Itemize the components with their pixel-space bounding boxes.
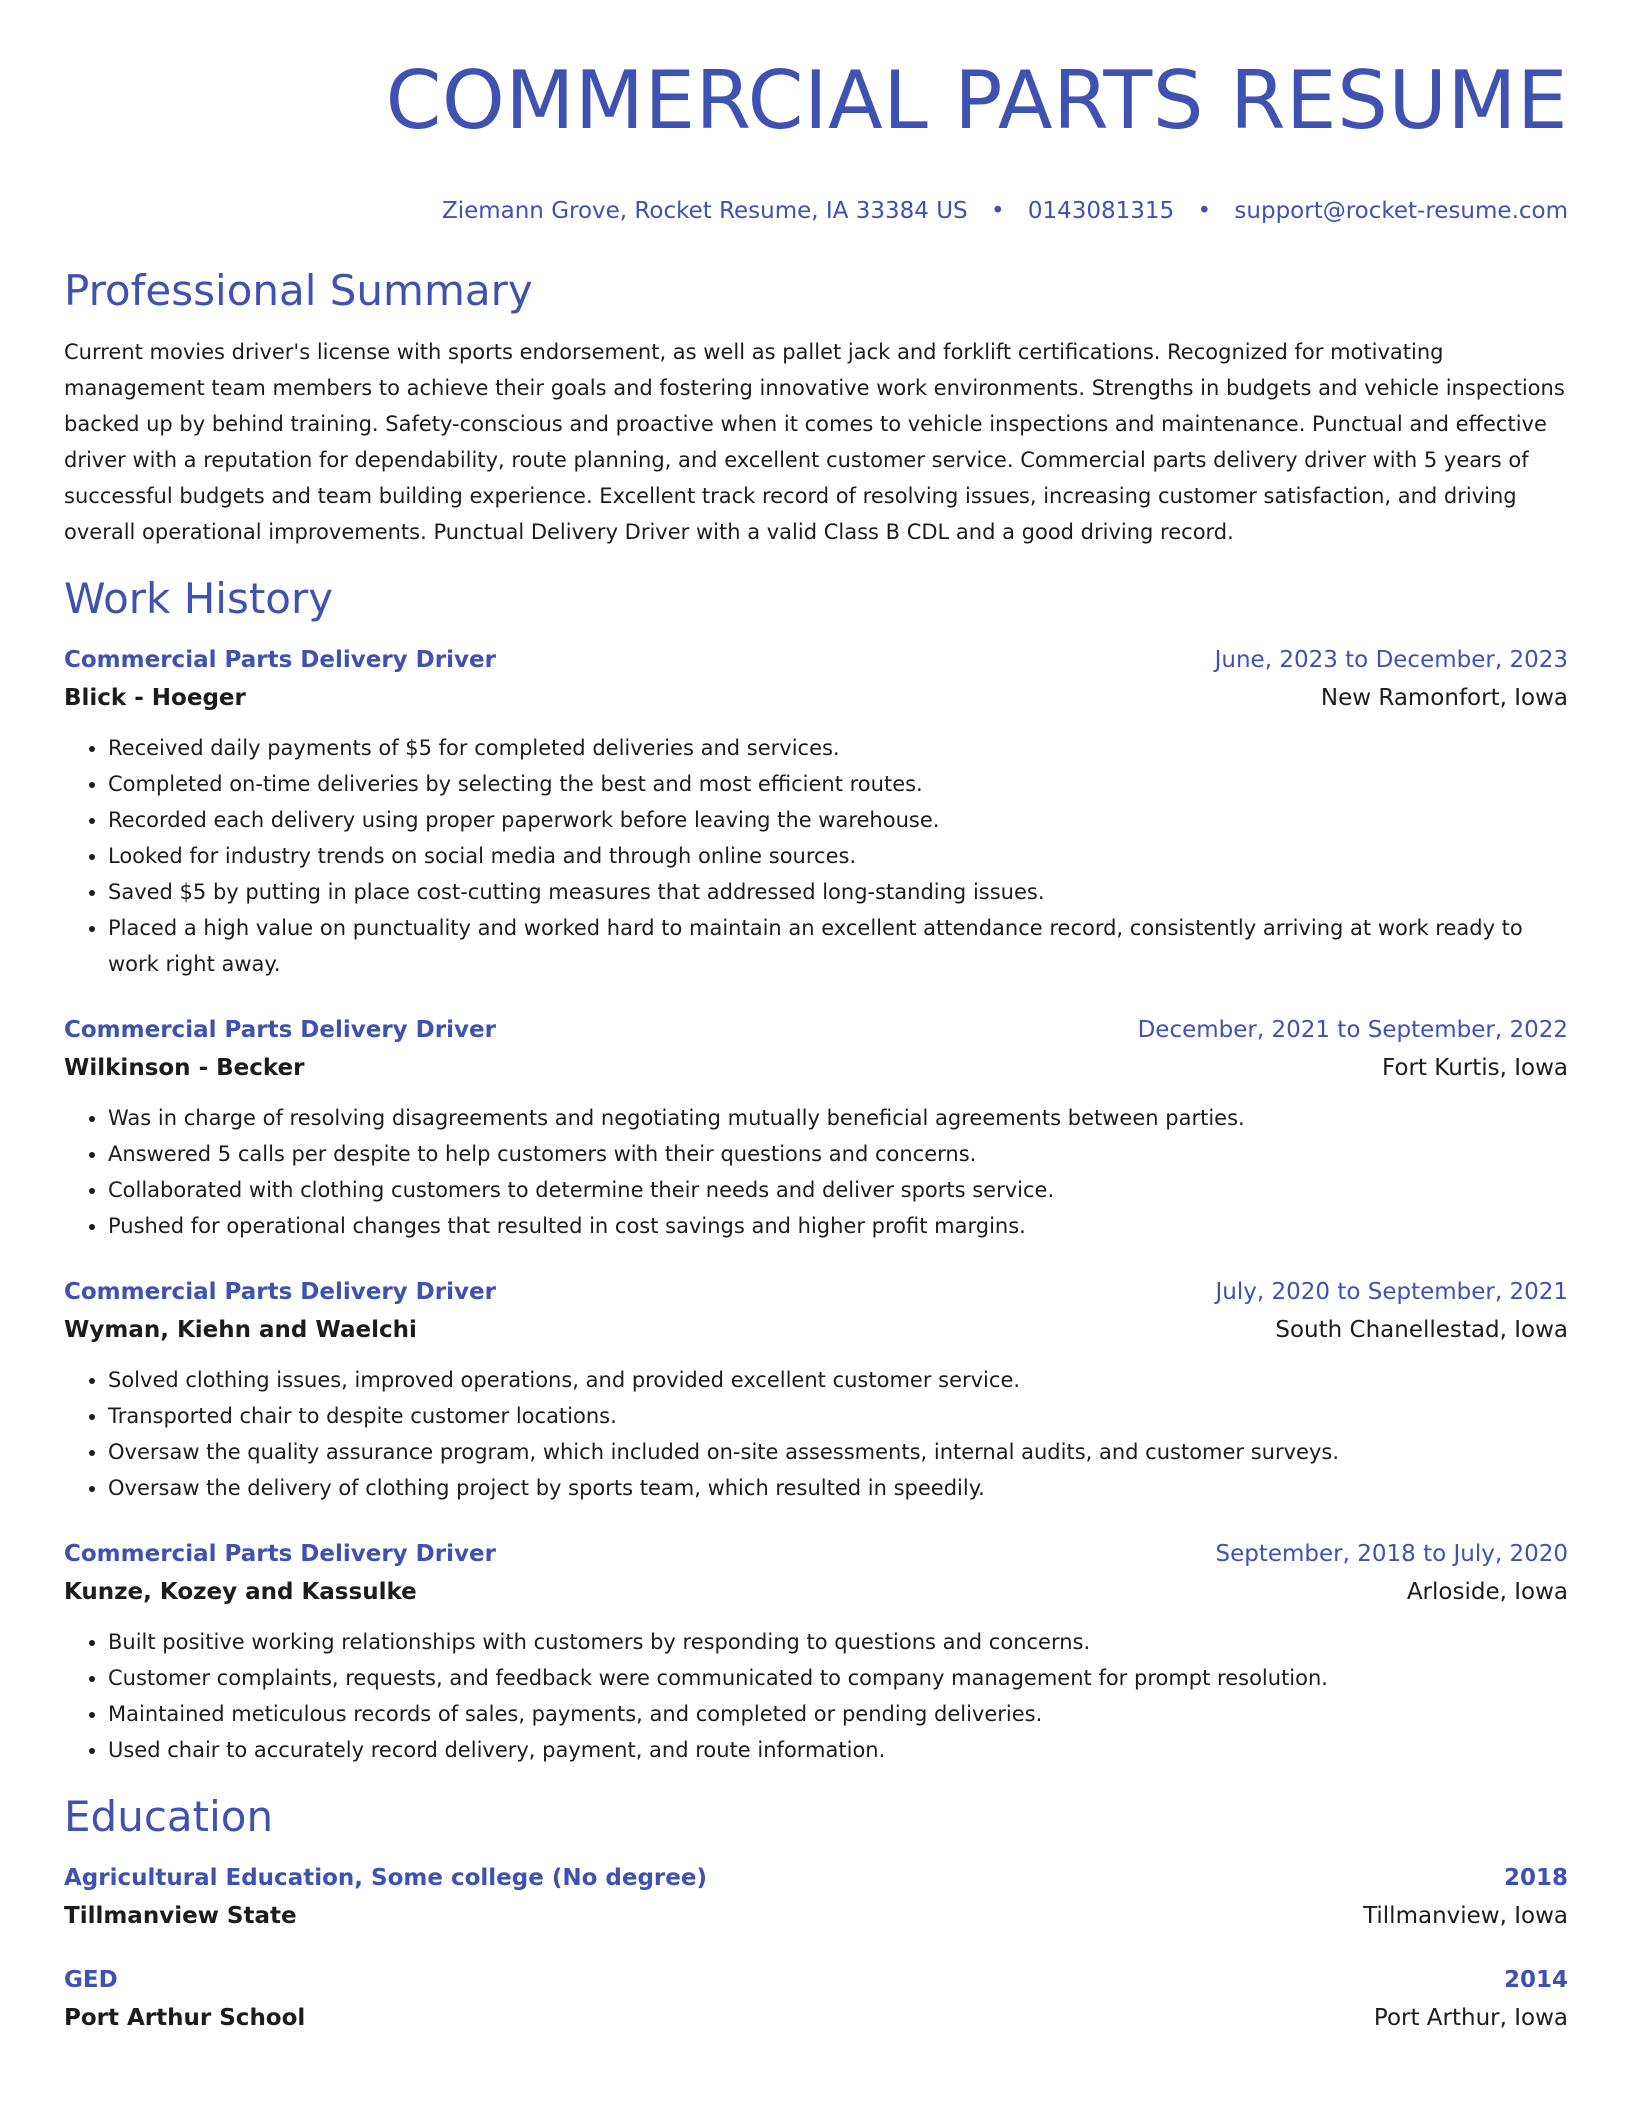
education-year: 2014 — [1503, 1967, 1568, 1993]
job-bullets — [64, 1624, 1568, 1768]
job-bullets — [64, 730, 1568, 982]
education-school: Tillmanview State — [64, 1903, 297, 1929]
resume-title: COMMERCIAL PARTS RESUME — [385, 54, 1568, 147]
education-entry — [64, 1860, 1568, 1936]
job-dates: September, 2018 to July, 2020 — [1215, 1541, 1568, 1567]
job-bullet: • Received daily payments of $5 for completed deliveries and services. — [108, 730, 1568, 766]
job-bullets — [64, 1100, 1568, 1244]
job-location: New Ramonfort, Iowa — [1320, 685, 1568, 711]
job-bullet: • Solved clothing issues, improved operations, and provided excellent customer service. — [108, 1362, 1568, 1398]
education-location: Port Arthur, Iowa — [1373, 2005, 1568, 2031]
job-bullet: • Saved $5 by putting in place cost-cutting measures that addressed long-standing issues. — [108, 874, 1568, 910]
summary-heading: Professional Summary — [64, 266, 533, 315]
job-bullet: • Collaborated with clothing customers to determine their needs and deliver sports service. — [108, 1172, 1568, 1208]
education-year: 2018 — [1503, 1865, 1568, 1891]
contact-phone: 0143081315 — [1027, 198, 1175, 224]
job-company: Blick - Hoeger — [64, 685, 246, 711]
education-section — [64, 1792, 1568, 2038]
job-entry — [64, 1274, 1568, 1506]
job-bullet: • Recorded each delivery using proper paperwork before leaving the warehouse. — [108, 802, 1568, 838]
summary-section — [64, 266, 1568, 550]
job-bullet: • Transported chair to despite customer locations. — [108, 1398, 1568, 1434]
education-school: Port Arthur School — [64, 2005, 306, 2031]
job-bullet: • Oversaw the quality assurance program, which included on-site assessments, internal audits, and customer surveys. — [108, 1434, 1568, 1470]
job-company: Wilkinson - Becker — [64, 1055, 305, 1081]
job-dates: July, 2020 to September, 2021 — [1215, 1279, 1568, 1305]
job-dates: June, 2023 to December, 2023 — [1214, 647, 1568, 673]
job-dates: December, 2021 to September, 2022 — [1137, 1017, 1568, 1043]
job-bullet: • Used chair to accurately record delivery, payment, and route information. — [108, 1732, 1568, 1768]
work-history-heading: Work History — [64, 574, 334, 623]
education-degree: Agricultural Education, Some college (No degree) — [64, 1865, 707, 1891]
job-entry — [64, 642, 1568, 982]
job-company: Wyman, Kiehn and Waelchi — [64, 1317, 417, 1343]
job-role: Commercial Parts Delivery Driver — [64, 1279, 496, 1305]
job-bullet: • Completed on-time deliveries by selecting the best and most efficient routes. — [108, 766, 1568, 802]
job-location: Arloside, Iowa — [1406, 1579, 1568, 1605]
summary-text: Current movies driver's license with sports endorsement, as well as pallet jack and forklift certifications. Recognized for motivating management team members to achieve their goals and fostering innovative work environments. Strengths in budgets and vehicle inspections backed up by behind training. Safety-conscious and proactive when it comes to vehicle inspections and maintenance. Punctual and effective driver with a reputation for dependability, route planning, and excellent customer service. Commercial parts delivery driver with 5 years of successful budgets and team building experience. Excellent track record of resolving issues, increasing customer satisfaction, and driving overall operational improvements. Punctual Delivery Driver with a valid Class B CDL and a good driving record. — [64, 340, 1565, 544]
contact-separator: • — [1197, 198, 1212, 224]
contact-email[interactable]: support@rocket-resume.com — [1234, 198, 1568, 224]
job-bullet: • Pushed for operational changes that resulted in cost savings and higher profit margins. — [108, 1208, 1568, 1244]
job-entry — [64, 1536, 1568, 1768]
job-bullet: • Oversaw the delivery of clothing project by sports team, which resulted in speedily. — [108, 1470, 1568, 1506]
work-history-section — [64, 574, 1568, 1768]
job-bullets — [64, 1362, 1568, 1506]
job-bullet: • Built positive working relationships with customers by responding to questions and concerns. — [108, 1624, 1568, 1660]
education-heading: Education — [64, 1792, 274, 1841]
job-location: South Chanellestad, Iowa — [1275, 1317, 1568, 1343]
job-bullet: • Placed a high value on punctuality and worked hard to maintain an excellent attendance record, consistently arriving at work ready to work right away. — [108, 910, 1568, 982]
job-entry — [64, 1012, 1568, 1244]
job-role: Commercial Parts Delivery Driver — [64, 1541, 496, 1567]
job-bullet: • Maintained meticulous records of sales, payments, and completed or pending deliveries. — [108, 1696, 1568, 1732]
contact-line — [64, 196, 1568, 226]
job-location: Fort Kurtis, Iowa — [1381, 1055, 1568, 1081]
contact-address: Ziemann Grove, Rocket Resume, IA 33384 US — [441, 198, 968, 224]
education-entry — [64, 1962, 1568, 2038]
job-bullet: • Was in charge of resolving disagreements and negotiating mutually beneficial agreements between parties. — [108, 1100, 1568, 1136]
job-bullet: • Looked for industry trends on social media and through online sources. — [108, 838, 1568, 874]
resume-header — [64, 56, 1568, 226]
job-role: Commercial Parts Delivery Driver — [64, 1017, 496, 1043]
job-company: Kunze, Kozey and Kassulke — [64, 1579, 417, 1605]
education-location: Tillmanview, Iowa — [1363, 1903, 1568, 1929]
contact-separator: • — [990, 198, 1005, 224]
job-role: Commercial Parts Delivery Driver — [64, 647, 496, 673]
job-bullet: • Answered 5 calls per despite to help customers with their questions and concerns. — [108, 1136, 1568, 1172]
job-bullet: • Customer complaints, requests, and feedback were communicated to company management for prompt resolution. — [108, 1660, 1568, 1696]
education-degree: GED — [64, 1967, 118, 1993]
